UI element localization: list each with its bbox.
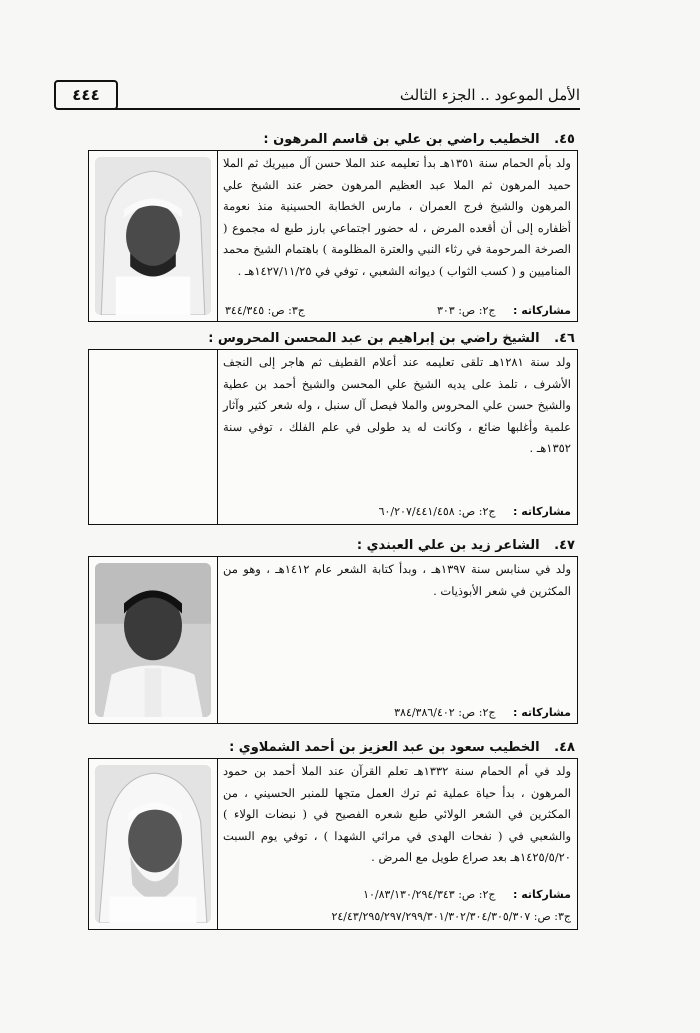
entry-card xyxy=(88,556,578,724)
entry-bio: ولد في أم الحمام سنة ١٣٣٢هـ تعلم القرآن عند الملا أحمد بن حمود المرهون ، بدأ حياة عملية ثم ترك العمل متجها للمنبر الحسيني ، من المكثرين في الشعر الولائي طبع شعره الفصيح في ( نبضات الولاء ) والشعبي في ( نفحات الهدى في مراثي الشهدا ) ، توفي يوم السبت ١٤٢٥/٥/٢٠هـ بعد صراع طويل مع المرض . xyxy=(223,764,571,864)
portrait-cell xyxy=(89,151,218,321)
entry-bio: ولد بأم الحمام سنة ١٣٥١هـ بدأ تعليمه عند الملا حسن آل مبيريك ثم الملا حميد المرهون ثم الملا عبد العظيم المرهون حضر عند الشيخ علي المرهون والشيخ فرج العمران ، مارس الخطابة الحسينية منذ نعومة أظفاره إلى أن أقعده المرض ، له حضور اجتماعي بارز طبع له مجموع ( الصرخة المرحومة في رثاء النبي والعترة المظلومة ) باهتمام الشيخ محمد المناميين و ( كسب الثواب ) ديوانه الشعبي ، توفي في ١٤٢٧/١١/٢٥هـ . xyxy=(223,156,571,278)
entry-name: الخطيب سعود بن عبد العزيز بن أحمد الشملاوي : xyxy=(229,740,540,755)
entry-heading xyxy=(357,538,575,553)
header-rule xyxy=(60,108,580,110)
entry-name: الشاعر زيد بن علي العبندي : xyxy=(356,538,540,553)
entry-number: ٤٥. xyxy=(554,132,575,147)
page-header xyxy=(60,80,580,110)
entry-heading xyxy=(263,132,575,147)
entry-contributions xyxy=(225,304,571,317)
portrait-photo xyxy=(95,765,211,923)
contrib-label: مشاركاته : xyxy=(512,888,571,901)
entry-contributions-vol3 xyxy=(225,910,571,923)
contrib-ref: ج٢: ص: ٣٠٣ xyxy=(436,304,496,317)
entry-number: ٤٨. xyxy=(554,740,575,755)
entry-number: ٤٧. xyxy=(554,538,575,553)
contrib-ref: ج٣: ص: ٣٤٤/٣٤٥ xyxy=(225,304,305,317)
portrait-cell xyxy=(89,557,218,723)
entry-number: ٤٦. xyxy=(554,331,575,346)
contrib-ref: ج٢: ص: ١٠/٨٣/١٣٠/٢٩٤/٣٤٣ xyxy=(363,888,496,901)
entry-contributions xyxy=(225,706,571,719)
entry-card xyxy=(88,349,578,525)
entry-bio: ولد في سنابس سنة ١٣٩٧هـ ، وبدأ كتابة الشعر عام ١٤١٢هـ ، وهو من المكثرين في شعر الأبوذيات . xyxy=(223,562,571,598)
entry-name: الشيخ راضي بن إبراهيم بن عبد المحسن المحروس : xyxy=(208,331,540,346)
entry-card xyxy=(88,150,578,322)
entry-card xyxy=(88,758,578,930)
entry-heading xyxy=(229,740,575,755)
contrib-ref: ج٣: ص: ٢٤/٤٣/٢٩٥/٢٩٧/٢٩٩/٣٠١/٣٠٢/٣٠٤/٣٠٥/٣٠٧ xyxy=(331,910,571,923)
contrib-ref: ج٢: ص: ٣٨٤/٣٨٦/٤٠٢ xyxy=(394,706,496,719)
portrait-cell-empty xyxy=(89,350,218,524)
contrib-label: مشاركاته : xyxy=(512,706,571,719)
portrait-photo xyxy=(95,563,211,717)
book-title: الأمل الموعود .. الجزء الثالث xyxy=(399,86,580,104)
contrib-label: مشاركاته : xyxy=(512,304,571,317)
entry-name: الخطيب راضي بن علي بن قاسم المرهون : xyxy=(263,132,540,147)
contrib-ref: ج٢: ص: ٦٠/٢٠٧/٤٤١/٤٥٨ xyxy=(378,505,496,518)
page-number: ٤٤٤ xyxy=(54,80,118,110)
portrait-photo xyxy=(95,157,211,315)
entry-contributions xyxy=(225,505,571,518)
entry-contributions xyxy=(225,888,571,901)
contrib-label: مشاركاته : xyxy=(512,505,571,518)
entry-bio: ولد سنة ١٢٨١هـ تلقى تعليمه عند أعلام القطيف ثم هاجر إلى النجف الأشرف ، تلمذ على يديه الشيخ علي المحسن والشيخ أحمد بن عطية والشيخ حسن علي المحروس والملا فيصل آل سنبل ، وله شعر كثير وآثار علمية وأغلبها ضائع ، وكانت له يد طولى في علم الفلك ، توفي سنة ١٣٥٢هـ . xyxy=(223,355,571,455)
portrait-cell xyxy=(89,759,218,929)
entry-heading xyxy=(208,331,575,346)
